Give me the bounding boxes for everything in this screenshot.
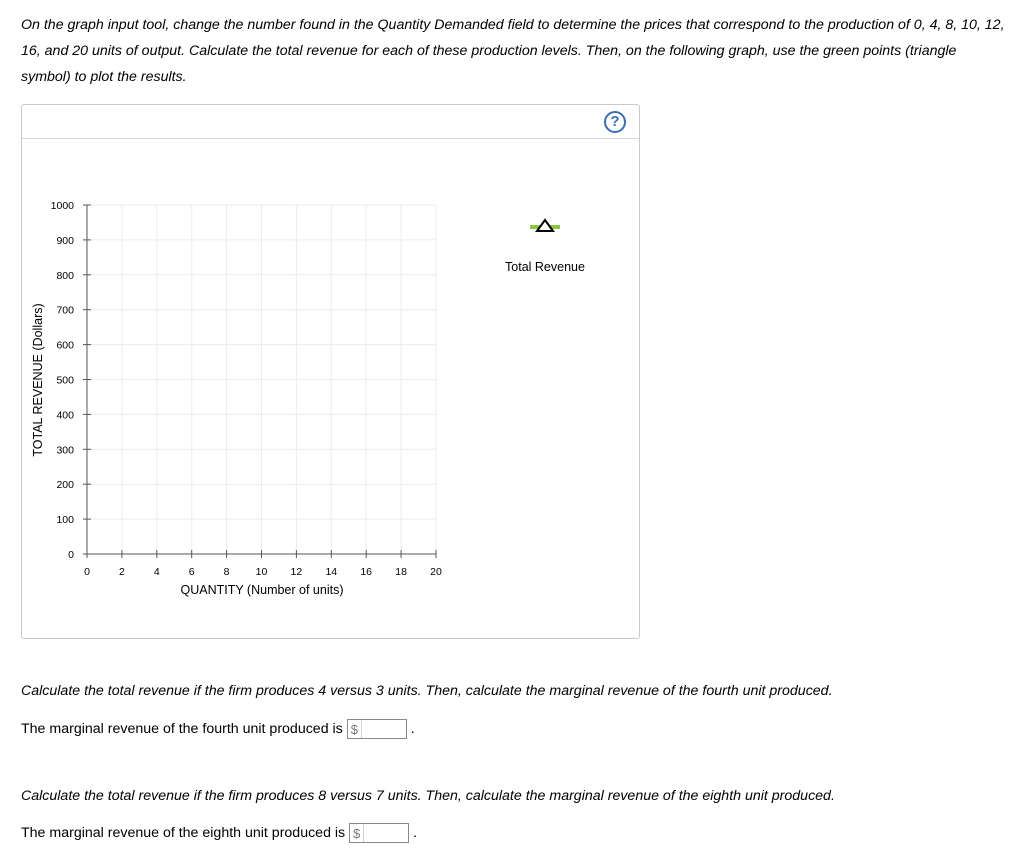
x-tick-label: 2: [118, 566, 125, 578]
y-tick-label: 200: [56, 479, 74, 492]
x-tick-label: 4: [153, 566, 160, 578]
x-tick-label: 12: [290, 566, 303, 578]
question-1-answer-label: The marginal revenue of the fourth unit produced is: [21, 721, 343, 737]
question-1-answer: [21, 719, 415, 739]
x-tick-label: 14: [325, 566, 338, 578]
y-tick-label: 700: [56, 304, 74, 317]
y-tick-label: 900: [56, 234, 74, 247]
x-tick-label: 10: [255, 566, 268, 578]
question-2-answer-label: The marginal revenue of the eighth unit produced is: [21, 825, 346, 841]
y-tick-label: 800: [56, 269, 74, 282]
x-axis-label: QUANTITY (Number of units): [180, 583, 344, 597]
marginal-revenue-8th-field[interactable]: [349, 823, 409, 843]
chart-grid: [87, 205, 436, 554]
y-tick-label: 1000: [50, 200, 74, 212]
x-tick-label: 0: [84, 566, 90, 578]
y-axis-ticks: [51, 200, 91, 561]
question-1-prompt: Calculate the total revenue if the firm produces 4 versus 3 units. Then, calculate the marginal revenue of the fourth unit produced.: [21, 683, 833, 699]
x-tick-label: 6: [188, 566, 195, 578]
currency-symbol: $: [348, 720, 362, 738]
y-tick-label: 0: [68, 549, 74, 561]
marginal-revenue-4th-input[interactable]: [362, 721, 406, 737]
marginal-revenue-4th-field[interactable]: [347, 719, 407, 739]
question-2-answer: [21, 823, 417, 843]
currency-symbol: $: [350, 824, 364, 842]
legend-total-revenue[interactable]: [505, 220, 585, 274]
instructions-text: On the graph input tool, change the number found in the Quantity Demanded field to determine the prices that correspond to the production of 0, 4, 8, 10, 12, 16, and 20 units of output. Calculate the total revenue for each of these production levels. Then, on the following graph, use the green points (triangle symbol) to plot the results.: [21, 17, 1005, 85]
help-icon[interactable]: ?: [604, 111, 626, 133]
x-tick-label: 8: [223, 566, 230, 578]
y-tick-label: 500: [56, 374, 74, 387]
x-tick-label: 20: [430, 566, 442, 578]
x-tick-label: 18: [395, 566, 407, 578]
sentence-period: .: [410, 721, 415, 737]
y-tick-label: 100: [56, 514, 74, 527]
x-tick-label: 16: [360, 566, 373, 578]
y-tick-label: 400: [56, 409, 74, 422]
question-2-prompt: Calculate the total revenue if the firm produces 8 versus 7 units. Then, calculate the marginal revenue of the eighth unit produced.: [21, 788, 835, 804]
marginal-revenue-8th-input[interactable]: [364, 825, 408, 841]
y-axis-label: TOTAL REVENUE (Dollars): [31, 303, 45, 457]
legend-label: Total Revenue: [505, 260, 585, 274]
graph-panel: [21, 104, 640, 639]
y-tick-label: 300: [56, 444, 74, 457]
total-revenue-chart[interactable]: [22, 105, 639, 638]
y-tick-label: 600: [56, 339, 74, 352]
sentence-period: .: [413, 825, 418, 841]
